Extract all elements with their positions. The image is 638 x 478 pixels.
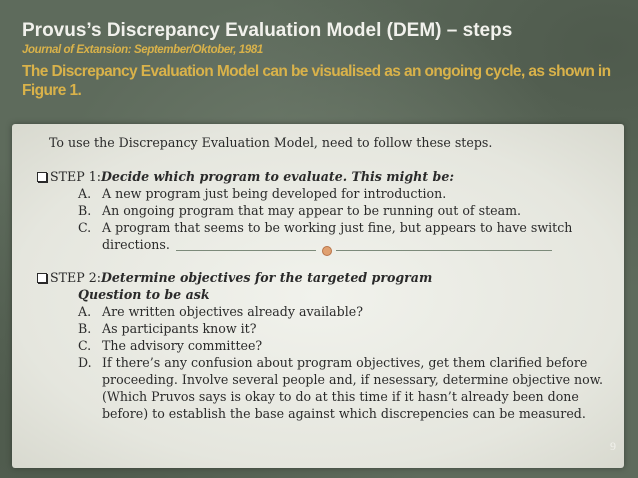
list-item — [78, 202, 521, 219]
list-text: As participants know it? — [102, 321, 257, 336]
list-marker: A. — [78, 304, 92, 319]
step2-heading: Determine objectives for the targeted program — [100, 270, 433, 285]
list-marker: A. — [78, 186, 92, 201]
step1-heading: Decide which program to evaluate. This might be: — [100, 169, 455, 184]
list-marker: C. — [78, 338, 92, 353]
list-item — [78, 303, 363, 320]
step1-label: STEP 1: — [50, 169, 101, 184]
list-marker: D. — [78, 355, 92, 370]
list-text: A program that seems to be working just fine, but appears to have switch — [102, 220, 573, 235]
list-text-continued: directions. — [102, 237, 170, 252]
checkbox-bullet-icon — [37, 273, 47, 283]
list-marker: C. — [78, 220, 92, 235]
list-text-continued: proceeding. Involve several people and, if nesessary, determine objective now. — [102, 372, 603, 387]
list-marker: B. — [78, 203, 92, 218]
list-text-continued: (Which Pruvos says is okay to do at this time if it hasn’t already been done — [102, 389, 579, 404]
divider-line-right — [336, 250, 552, 251]
source-citation: Journal of Extansion: September/Oktober, 1981 — [22, 44, 263, 56]
content-panel — [12, 124, 624, 468]
checkbox-bullet-icon — [37, 172, 47, 182]
list-item — [78, 320, 256, 337]
divider-dot-icon — [322, 246, 332, 256]
content-body — [12, 124, 624, 468]
list-text: The advisory committee? — [102, 338, 263, 353]
step2-question: Question to be ask — [78, 287, 210, 302]
list-text: Are written objectives already available? — [102, 304, 363, 319]
divider-line-left — [176, 250, 316, 251]
page-number: 9 — [610, 439, 616, 453]
slide-title: Provus’s Discrepancy Evaluation Model (DEM) – steps — [22, 20, 513, 41]
list-marker: B. — [78, 321, 92, 336]
list-text: An ongoing program that may appear to be running out of steam. — [102, 203, 522, 218]
title-block — [22, 20, 622, 100]
step2-label: STEP 2: — [50, 270, 101, 285]
slide-subtitle: The Discrepancy Evaluation Model can be visualised as an ongoing cycle, as shown in Figure 1. — [22, 63, 611, 99]
list-text-continued: before) to establish the base against which discrepencies can be measured. — [102, 406, 586, 421]
list-item — [78, 354, 587, 371]
list-text: A new program just being developed for introduction. — [102, 186, 447, 201]
intro-text: To use the Discrepancy Evaluation Model, need to follow these steps. — [49, 135, 493, 150]
list-item — [78, 337, 262, 354]
list-text: If there’s any confusion about program objectives, get them clarified before — [102, 355, 588, 370]
list-item — [78, 185, 446, 202]
step2-line — [37, 269, 432, 286]
list-item — [78, 219, 572, 236]
step1-line — [37, 168, 454, 185]
divider — [176, 246, 552, 256]
